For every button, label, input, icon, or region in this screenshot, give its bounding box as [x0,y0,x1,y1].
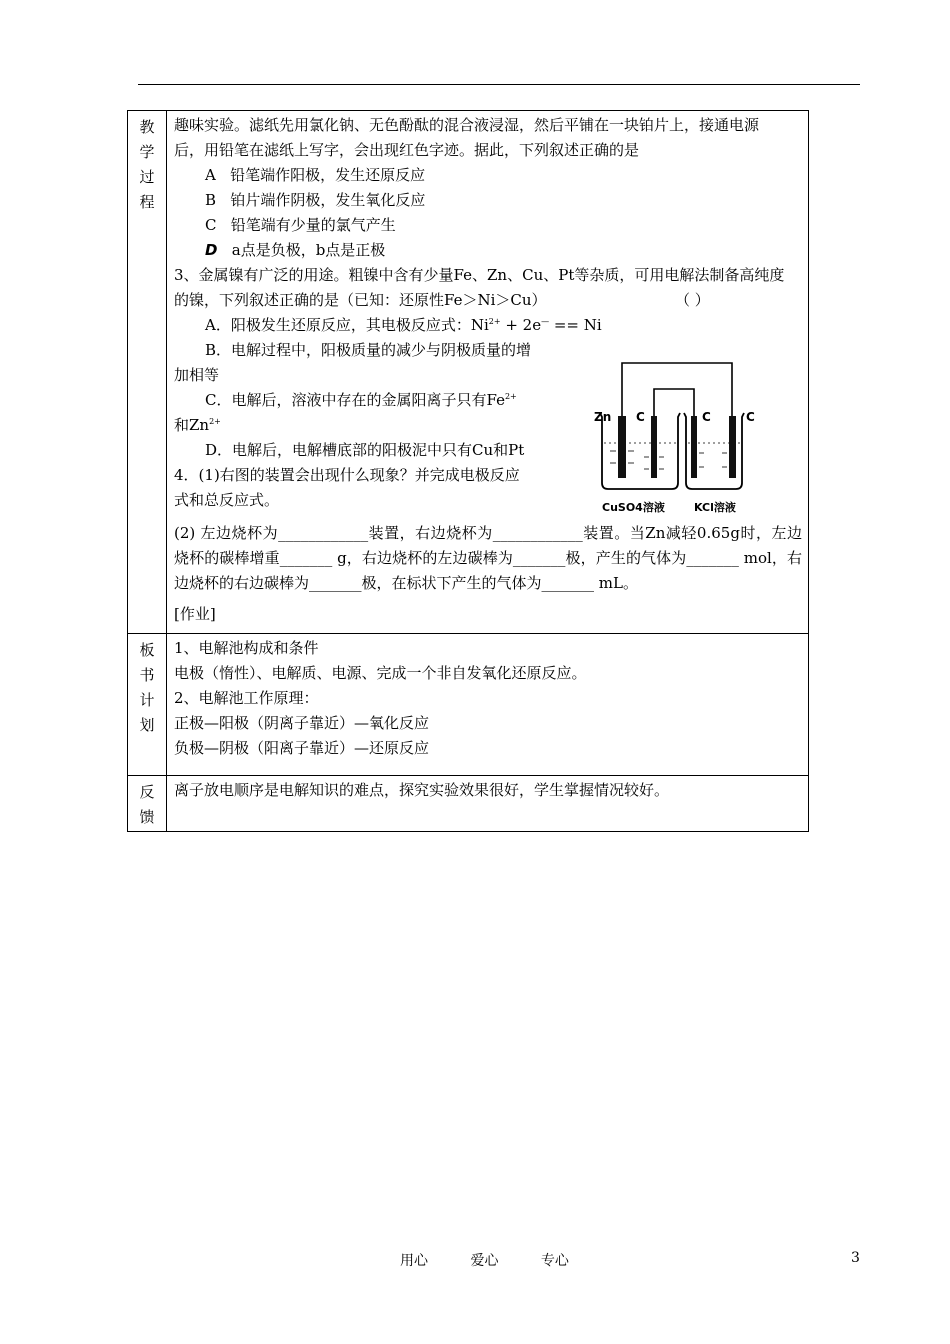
q3-option-a [174,313,802,338]
option-text: 铅笔端作阳极，发生还原反应 [230,166,426,184]
inner-wire [654,389,694,416]
q4-part-2: (2) 左边烧杯为____________装置，右边烧杯为____________装置。当Zn减轻0.65g时，左边烧杯的碳棒增重_______ g，右边烧杯的左边碳棒为_______极，产生的气体为_______ mol，右边烧杯的右边碳棒为_______极，在标状下产生的气体为_______ mL。 [174,524,802,592]
footer-item: 专心 [540,1253,569,1269]
label-char: 书 [139,666,155,684]
q3-a-end: == Ni [549,316,602,334]
right-carbon-electrode-1 [691,416,697,478]
board-line: 电极（惰性）、电解质、电源、完成一个非自发氧化还原反应。 [174,664,587,682]
carbon-label: C [746,410,755,424]
option-text: 铂片端作阴极，发生氧化反应 [230,191,426,209]
board-line: 2、电解池工作原理： [174,689,319,707]
label-char: 反 [139,783,155,801]
intro-line-1: 趣味实验。滤纸先用氯化钠、无色酚酞的混合液浸湿，然后平铺在一块铂片上，接通电源 [174,116,760,134]
q3-a-text: A．阳极发生还原反应，其电极反应式：Ni [205,316,489,334]
board-line: 正极—阳极（阴离子靠近）—氧化反应 [174,714,430,732]
page-number: 3 [851,1250,860,1266]
option-d [174,238,802,263]
footer-motto [400,1250,607,1270]
cuso4-solution-label: CuSO4溶液 [602,501,665,514]
footer-item: 用心 [400,1253,428,1269]
option-text: a点是负极，b点是正极 [231,241,386,259]
label-char: 过 [139,168,155,186]
right-carbon-electrode-2 [729,416,736,478]
homework-label: [作业] [174,605,216,623]
q3-c-text: C．电解后，溶液中存在的金属阳离子只有Fe [205,391,505,409]
label-char: 划 [139,716,155,734]
intro-line-2: 后，用铅笔在滤纸上写字，会出现红色字迹。据此，下列叙述正确的是 [174,141,640,159]
process-content [167,111,809,634]
option-text: 铅笔端有少量的氯气产生 [230,216,396,234]
q3-line-1: 3、金属镍有广泛的用途。粗镍中含有少量Fe、Zn、Cu、Pt等杂质，可用电解法制备高纯度 [174,266,785,284]
option-letter: C [205,216,217,234]
option-a [174,163,802,188]
zn-electrode [618,416,626,478]
superscript: 2+ [209,417,221,426]
electrolysis-apparatus-figure [592,351,757,516]
feedback-content [167,776,809,832]
footer-item: 爱心 [470,1253,499,1269]
q3-option-b-2: 加相等 [174,366,220,384]
kcl-solution-label: KCl溶液 [694,501,736,514]
q4-line-2: 式和总反应式。 [174,491,280,509]
lesson-table [127,110,809,832]
q3-line-2 [174,288,802,313]
label-char: 馈 [139,808,155,826]
label-char: 学 [139,143,155,161]
label-char: 程 [139,193,155,211]
q3-option-b-1: B．电解过程中，阳极质量的减少与阴极质量的增 [205,341,532,359]
option-letter: A [205,166,216,184]
zn-label: Zn [594,410,612,424]
option-c [174,213,802,238]
q3-option-d: D．电解后，电解槽底部的阳极泥中只有Cu和Pt [205,441,525,459]
board-content [167,634,809,776]
left-carbon-electrode [651,416,657,478]
solution-hatching [610,451,727,469]
option-letter: D [205,241,218,259]
board-line: 1、电解池构成和条件 [174,639,319,657]
label-process [128,111,167,634]
feedback-text: 离子放电顺序是电解知识的难点，探究实验效果很好，学生掌握情况较好。 [174,781,670,799]
header-rule [138,84,860,85]
q4-line-1: 4．(1)右图的装置会出现什么现象？并完成电极反应 [174,466,520,484]
row-process [128,111,809,634]
label-board [128,634,167,776]
label-char: 计 [139,691,155,709]
option-letter: B [205,191,217,209]
option-b [174,188,802,213]
q3-stem: 的镍，下列叙述正确的是（已知：还原性Fe＞Ni＞Cu） [174,291,547,309]
superscript: 2+ [488,317,501,326]
superscript: — [541,317,550,326]
answer-paren: （ ） [675,291,710,309]
carbon-label: C [702,410,711,424]
board-line: 负极—阴极（阳离子靠近）—还原反应 [174,739,430,757]
carbon-label: C [636,410,645,424]
q3-c-text-2: 和Zn [174,416,210,434]
label-char: 板 [139,641,155,659]
label-char: 教 [139,118,155,136]
label-feedback [128,776,167,832]
row-board [128,634,809,776]
superscript: 2+ [504,392,517,401]
q3-a-mid: + 2e [500,316,542,334]
row-feedback [128,776,809,832]
